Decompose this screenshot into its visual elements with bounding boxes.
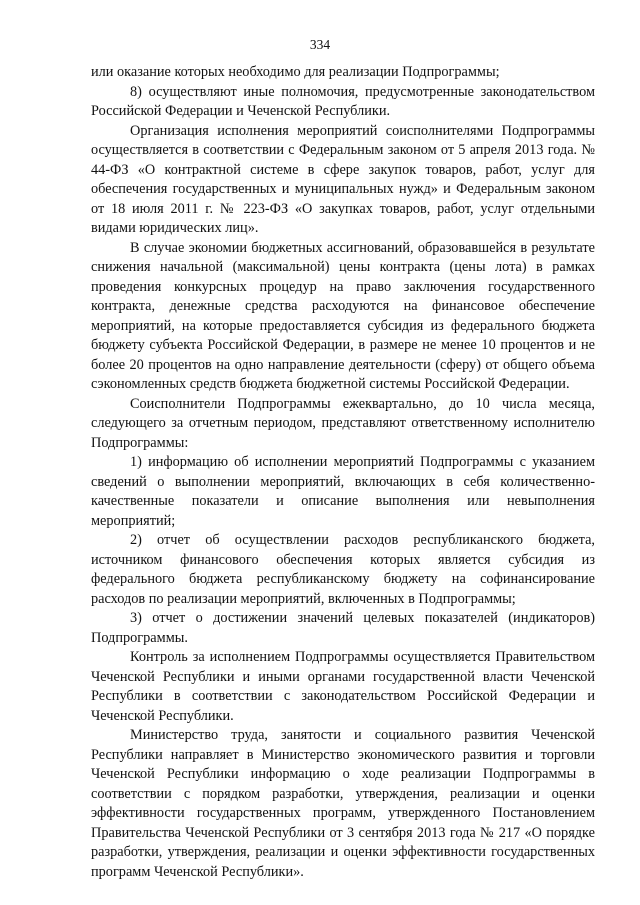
paragraph-control: Контроль за исполнением Подпрограммы осуществляется Правительством Чеченской Республики и иными органами государственной власти Чеченской Республики в соответствии с законодательством Российской Федерации и Чеченской Республики. [91, 649, 595, 724]
paragraph-organization: Организация исполнения мероприятий соисполнителями Подпрограммы осуществляется в соответствии с Федеральным законом от 5 апреля 2013 года. № 44-ФЗ «О контрактной системе в сфере закупок товаров, работ, услуг для обеспечения государственных и муниципальных нужд» и Федеральным законом от 18 июля 2011 г. № 223-ФЗ «О закупках товаров, работ, услуг отдельными видами юридических лиц». [91, 122, 595, 236]
paragraph-budget-savings: В случае экономии бюджетных ассигнований, образовавшейся в результате снижения начальной (максимальной) цены контракта (цены лота) в рамках проведения конкурсных процедур на право заключения государственного контракта, денежные средства расходуются на финансовое обеспечение мероприятий, на которые предоставляется субсидия из федерального бюджета бюджету субъекта Российской Федерации, в размере не менее 10 процентов и не более 20 процентов на одно направление деятельности (сферу) от общего объема сэкономленных средств бюджета бюджетной системы Российской Федерации. [91, 239, 595, 392]
paragraph-ministry-info: Министерство труда, занятости и социального развития Чеченской Республики направляет в Министерство экономического развития и торговли Чеченской Республики информацию о ходе реализации Подпрограммы в соответствии с порядком разработки, утверждения, реализации и оценки эффективности государственных программ, утвержденного Постановлением Правительства Чеченской Республики от 3 сентября 2013 года № 217 «О порядке разработки, утверждения, реализации и оценки эффективности государственных программ Чеченской Республики». [91, 727, 595, 880]
page-number: 334 [309, 37, 331, 52]
paragraph-report-item-1: 1) информацию об исполнении мероприятий Подпрограммы с указанием сведений о выполнении мероприятий, включающих в себя количественно-качественные показатели и описание выполнения или невыполнения мероприятий; [91, 454, 595, 529]
paragraph-item-8: 8) осуществляют иные полномочия, предусмотренные законодательством Российской Федерации и Чеченской Республики. [91, 83, 595, 119]
paragraph-report-item-2: 2) отчет об осуществлении расходов республиканского бюджета, источником финансового обеспечения которых является субсидия из федерального бюджета республиканскому бюджету на софинансирование расходов по реализации мероприятий, включенных в Подпрограммы; [91, 532, 595, 607]
paragraph-coexecutors-report: Соисполнители Подпрограммы ежеквартально, до 10 числа месяца, следующего за отчетным периодом, представляют ответственному исполнителю Подпрограммы: [91, 395, 595, 451]
paragraph-report-item-3: 3) отчет о достижении значений целевых показателей (индикаторов) Подпрограммы. [91, 610, 595, 646]
document-body [91, 63, 595, 882]
paragraph-continuation: или оказание которых необходимо для реализации Подпрограммы; [91, 64, 500, 80]
